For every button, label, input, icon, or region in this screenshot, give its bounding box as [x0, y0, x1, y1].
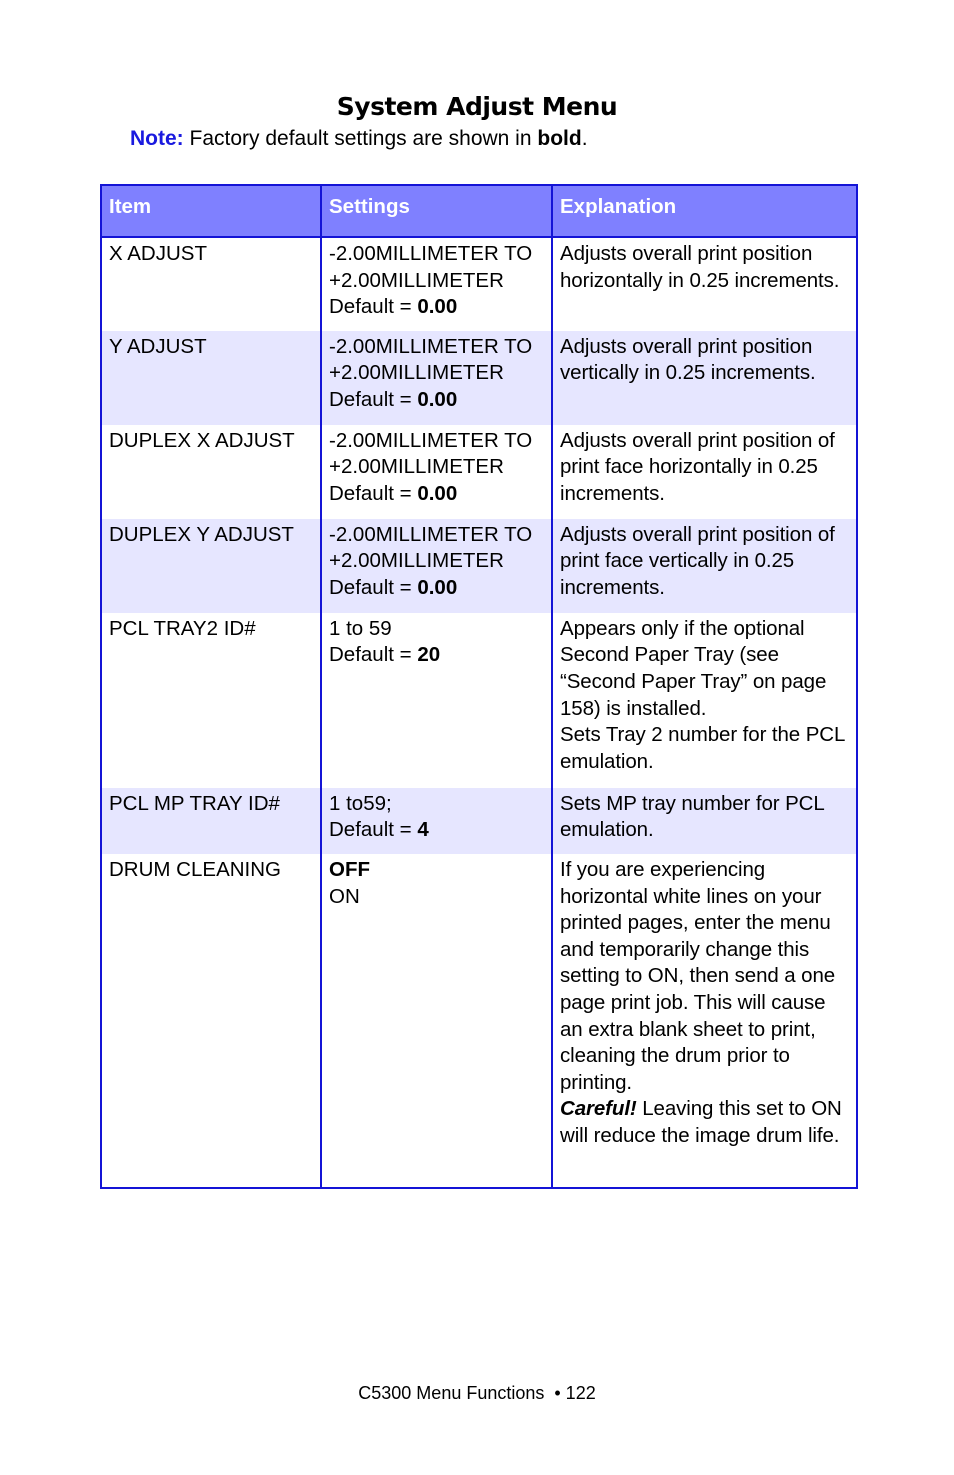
row-settings — [321, 788, 552, 854]
note-bold-word: bold — [537, 127, 582, 150]
row-settings — [321, 237, 552, 331]
row-explanation: Adjusts overall print position of print face horizontally in 0.25 increments. — [552, 425, 857, 519]
settings-range-line-1: -2.00MILLIMETER TO — [329, 428, 533, 452]
default-value: 0.00 — [417, 295, 458, 319]
page-footer: C5300 Menu Functions • 122 — [358, 1383, 596, 1403]
row-explanation: Adjusts overall print position vertically in 0.25 increments. — [552, 331, 857, 425]
explanation-text: Appears only if the optional Second Paper Tray (see “Second Paper Tray” on page 158) is installed. — [560, 616, 827, 720]
row-item: DRUM CLEANING — [101, 854, 321, 1188]
default-label: Default = — [329, 575, 418, 599]
row-item: X ADJUST — [101, 237, 321, 331]
row-settings — [321, 613, 552, 788]
note-text: Factory default settings are shown in — [189, 127, 532, 150]
note-end: . — [581, 127, 588, 150]
settings-range-line-2: +2.00MILLIMETER — [329, 455, 504, 479]
header-item: Item — [101, 185, 321, 237]
row-item: DUPLEX X ADJUST — [101, 425, 321, 519]
careful-warning — [560, 1096, 849, 1149]
table-row — [101, 331, 857, 425]
default-label: Default = — [329, 295, 418, 319]
table-row — [101, 613, 857, 788]
default-value: 4 — [417, 818, 429, 842]
row-explanation: Sets MP tray number for PCL emulation. — [552, 788, 857, 854]
default-value: 0.00 — [417, 575, 458, 599]
table-row — [101, 519, 857, 613]
settings-range-line-1: -2.00MILLIMETER TO — [329, 522, 533, 546]
explanation-text: If you are experiencing horizontal white lines on your printed pages, enter the menu and temporarily change this setting to ON, then send a one page print job. This will cause an extra blank sheet to print, cleaning the drum prior to printing. — [560, 857, 836, 1094]
default-label: Default = — [329, 481, 418, 505]
settings-range: 1 to59; — [329, 791, 392, 815]
settings-range: 1 to 59 — [329, 616, 392, 640]
settings-range-line-2: +2.00MILLIMETER — [329, 549, 504, 573]
settings-default — [329, 294, 544, 321]
row-item: PCL TRAY2 ID# — [101, 613, 321, 788]
default-value: 0.00 — [417, 481, 458, 505]
settings-range-line-2: +2.00MILLIMETER — [329, 268, 504, 292]
explanation-text-2: Sets Tray 2 number for the PCL emulation. — [560, 723, 845, 773]
row-explanation — [552, 613, 857, 788]
default-label: Default = — [329, 818, 418, 842]
row-settings — [321, 425, 552, 519]
row-settings — [321, 331, 552, 425]
row-explanation — [552, 854, 857, 1188]
table-row — [101, 237, 857, 331]
row-explanation: Adjusts overall print position horizontally in 0.25 increments. — [552, 237, 857, 331]
table-row — [101, 854, 857, 1188]
default-value: 0.00 — [417, 387, 458, 411]
note — [130, 127, 588, 151]
default-value: 20 — [417, 643, 441, 667]
header-settings: Settings — [321, 185, 552, 237]
settings-range-line-1: -2.00MILLIMETER TO — [329, 334, 533, 358]
careful-label: Careful! — [560, 1097, 637, 1121]
row-item: DUPLEX Y ADJUST — [101, 519, 321, 613]
system-adjust-table — [100, 184, 858, 1189]
setting-on: ON — [329, 884, 360, 908]
note-label: Note: — [130, 127, 184, 150]
row-item: PCL MP TRAY ID# — [101, 788, 321, 854]
settings-default — [329, 642, 544, 669]
settings-default — [329, 575, 544, 602]
row-settings — [321, 854, 552, 1188]
page-title: System Adjust Menu — [336, 92, 618, 121]
settings-default — [329, 817, 544, 844]
row-explanation: Adjusts overall print position of print face vertically in 0.25 increments. — [552, 519, 857, 613]
setting-default-off: OFF — [329, 857, 370, 881]
default-label: Default = — [329, 387, 418, 411]
row-item: Y ADJUST — [101, 331, 321, 425]
careful-text: Leaving this set to ON will reduce the image drum life. — [560, 1097, 842, 1147]
default-label: Default = — [329, 643, 418, 667]
settings-range-line-1: -2.00MILLIMETER TO — [329, 242, 533, 265]
settings-default — [329, 387, 544, 414]
table-header-row — [101, 185, 857, 237]
row-settings — [321, 519, 552, 613]
table-row — [101, 425, 857, 519]
settings-range-line-2: +2.00MILLIMETER — [329, 361, 504, 385]
settings-default — [329, 481, 544, 508]
table-row — [101, 788, 857, 854]
header-explanation: Explanation — [552, 185, 857, 237]
